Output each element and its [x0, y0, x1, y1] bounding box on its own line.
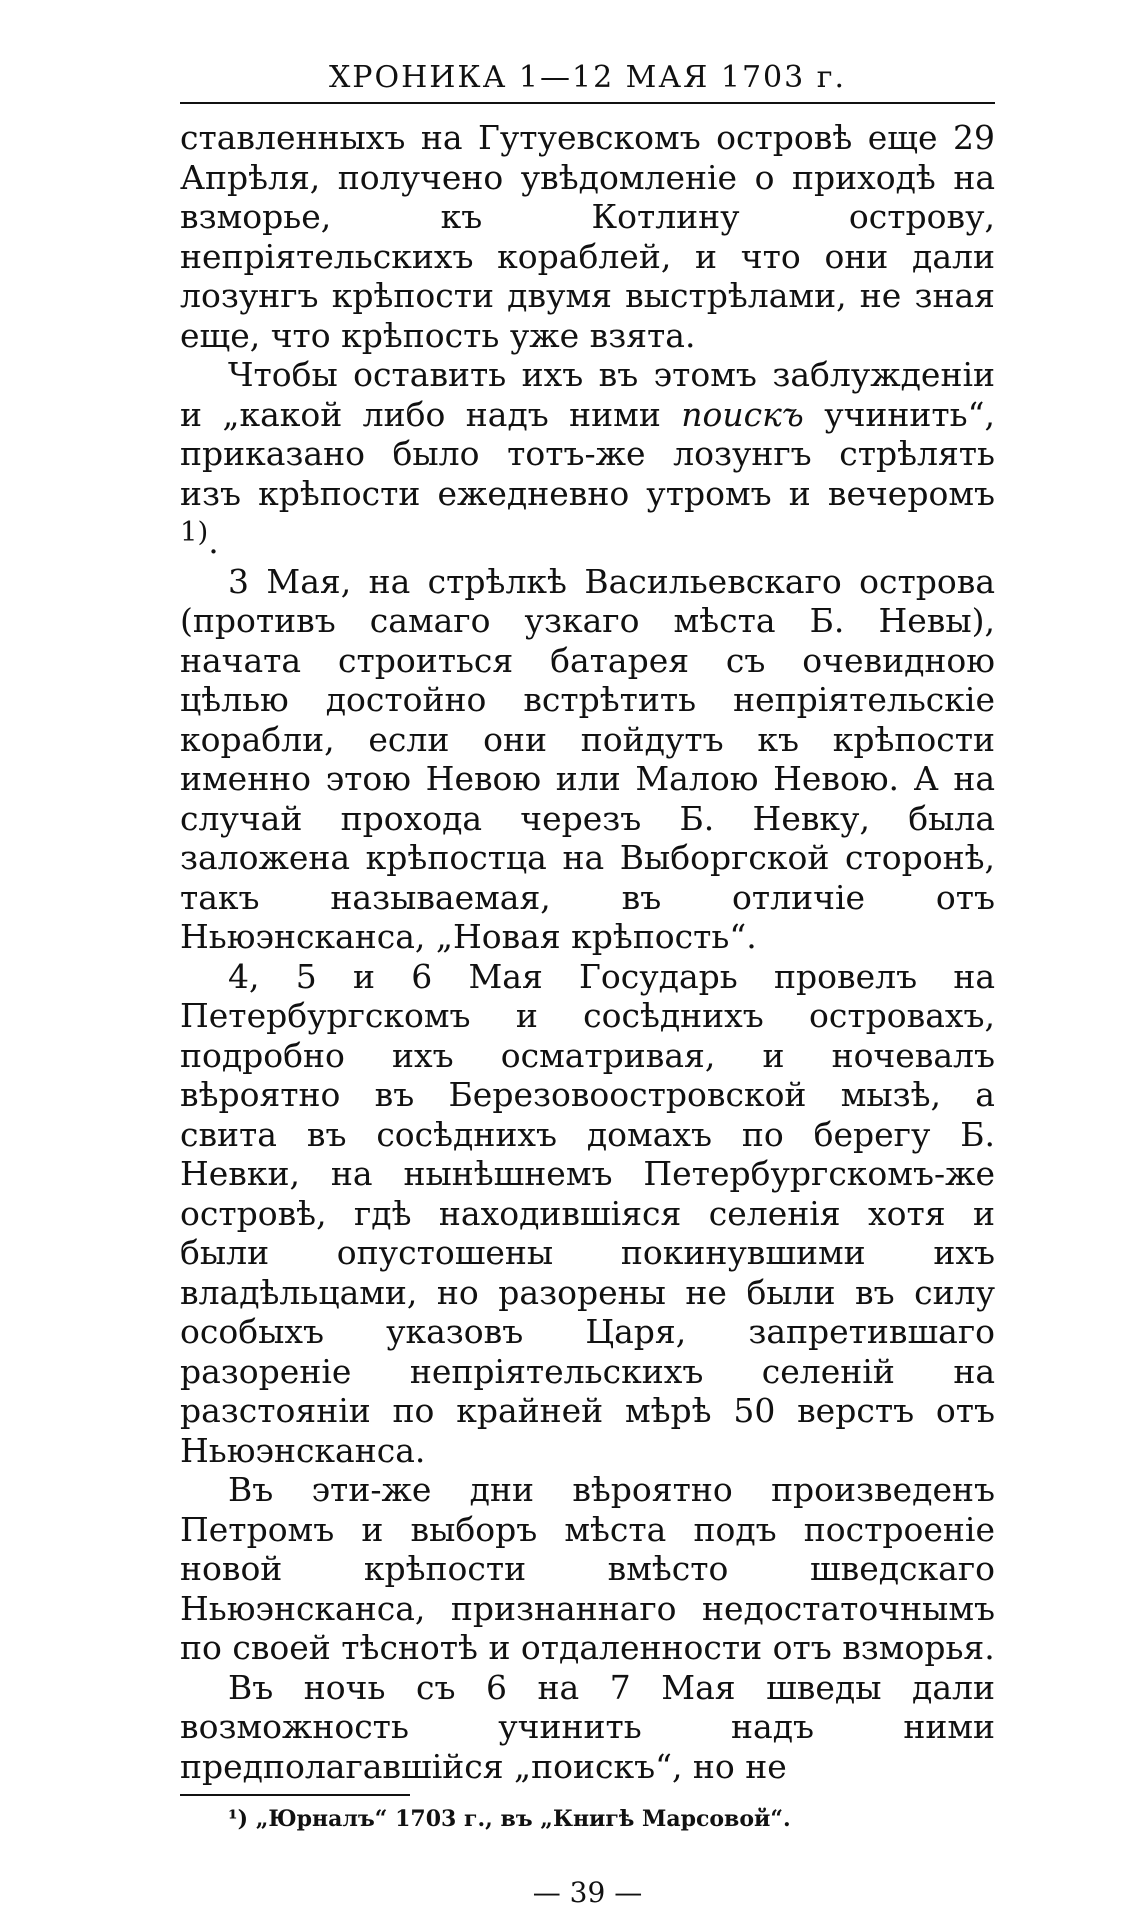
running-head: ХРОНИКА 1—12 МАЯ 1703 г. — [328, 60, 847, 95]
paragraph-text: . — [208, 522, 219, 561]
paragraph: Въ эти-же дни вѣроятно произведенъ Петромъ и выборъ мѣста подъ построеніе новой крѣпости вмѣсто шведскаго Ньюэнсканса, признаннаго недостаточнымъ по своей тѣснотѣ и отдаленности отъ взморья. — [180, 1470, 995, 1667]
paragraph: 4, 5 и 6 Мая Государь провелъ на Петербургскомъ и сосѣднихъ островахъ, подробно ихъ осматривая, и ночевалъ вѣроятно въ Березовоостровской мызѣ, а свита въ сосѣднихъ домахъ по берегу Б. Невки, на нынѣшнемъ Петербургскомъ-же островѣ, гдѣ находившіяся селенія хотя и были опустошены покинувшими ихъ владѣльцами, но разорены не были въ силу особыхъ указовъ Царя, запретившаго разореніе непріятельскихъ селеній на разстояніи по крайней мѣрѣ 50 верстъ отъ Ньюэнсканса. — [180, 956, 995, 1470]
emphasis-text: поискъ — [681, 394, 804, 434]
paragraph-text: Чтобы оставить ихъ въ этомъ заблужденіи и „какой либо надъ ними — [180, 355, 995, 434]
footnote-rule — [180, 1794, 410, 1796]
footnote-reference: 1) — [180, 516, 209, 548]
paragraph-text: учинить“, приказано было тотъ-же лозунгъ стрѣлять изъ крѣпости ежедневно утромъ и вечеромъ — [180, 394, 996, 513]
footnote: ¹) „Юрналъ“ 1703 г., въ „Книгѣ Марсовой“. — [228, 1806, 791, 1832]
paragraph: 3 Мая, на стрѣлкѣ Васильевскаго острова (противъ самаго узкаго мѣста Б. Невы), начата строиться батарея съ очевидною цѣлью достойно встрѣтить непріятельскіе корабли, если они пойдутъ къ крѣпости именно этою Невою или Малою Невою. А на случай прохода черезъ Б. Невку, была заложена крѣпостца на Выборгской сторонѣ, такъ называемая, въ отличіе отъ Ньюэнсканса, „Новая крѣпость“. — [180, 561, 995, 956]
body-text — [180, 118, 995, 1786]
paragraph-continuation: ставленныхъ на Гутуевскомъ островѣ еще 29 Апрѣля, получено увѣдомленіе о приходѣ на взморье, къ Котлину острову, непріятельскихъ кораблей, и что они дали лозунгъ крѣпости двумя выстрѣлами, не зная еще, что крѣпость уже взята. — [180, 118, 995, 355]
book-page — [180, 58, 995, 1909]
page-number: — 39 — — [532, 1876, 643, 1909]
paragraph — [180, 355, 995, 562]
header-rule — [180, 102, 995, 104]
paragraph: Въ ночь съ 6 на 7 Мая шведы дали возможность учинить надъ ними предполагавшійся „поискъ“, но не — [180, 1667, 995, 1786]
